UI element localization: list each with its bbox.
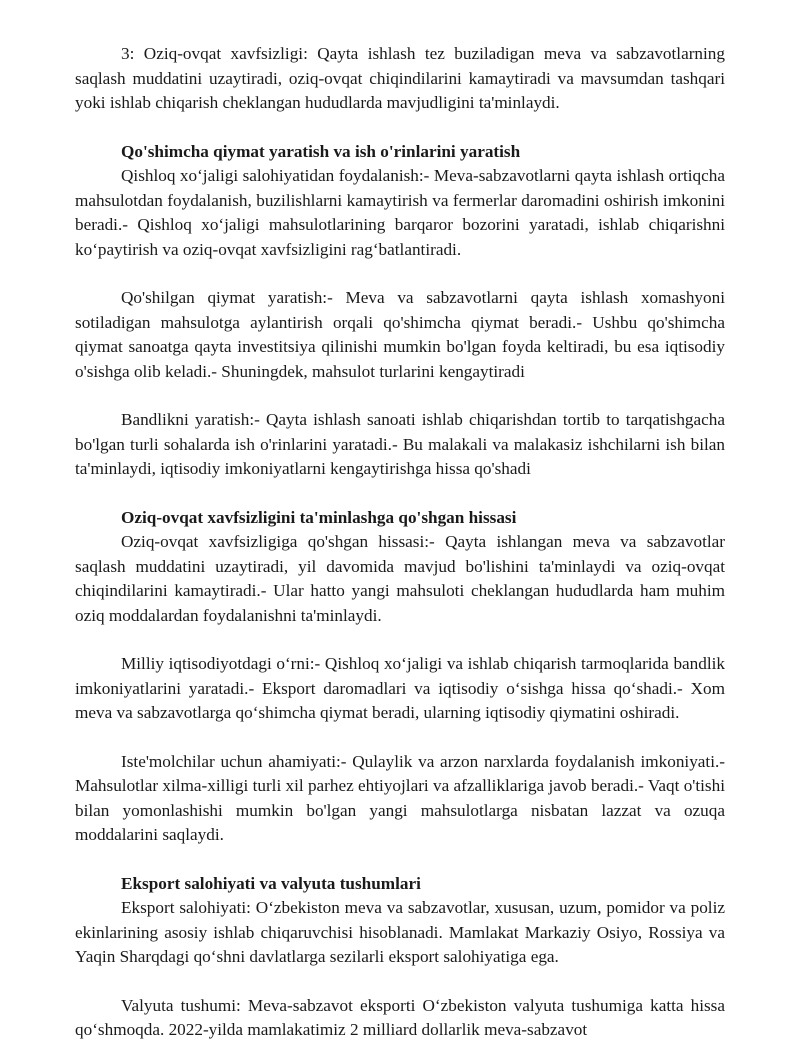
paragraph-currency-earnings: Valyuta tushumi: Meva-sabzavot eksporti O‘zbekiston valyuta tushumiga katta hissa qo‘shmoqda. 2022-yilda mamlakatimiz 2 milliard dollarlik meva-sabzavot [75,995,725,1039]
paragraph-food-security: 3: Oziq-ovqat xavfsizligi: Qayta ishlash tez buziladigan meva va sabzavotlarning saqlash muddatini uzaytiradi, oziq-ovqat chiqindilarini kamaytiradi va mavsumdan tashqari yoki ishlab chiqarish cheklangan hududlarda mavjudligini ta'minlaydi. [75,44,725,112]
heading-export-potential: Eksport salohiyati va valyuta tushumlari [121,873,421,893]
paragraph-national-economy: Milliy iqtisodiyotdagi o‘rni:- Qishloq xo‘jaligi va ishlab chiqarish tarmoqlarida bandlik imkoniyatlarini yaratadi.- Eksport daromadlari va iqtisodiy o‘sishga hissa qo‘shadi.- Xom meva va sabzavotlarga qo‘shimcha qiymat beradi, ularning iqtisodiy qiymatini oshiradi. [75,654,725,722]
paragraph-food-security-contribution: Oziq-ovqat xavfsizligiga qo'shgan hissasi:- Qayta ishlangan meva va sabzavotlar saqlash muddatini uzaytiradi, yil davomida mavjud bo'lishini ta'minlaydi va oziq-ovqat chiqindilarini kamaytiradi.- Ular hatto yangi mahsuloti cheklangan hududlarda ham muhim oziq moddalardan foydalanishni ta'minlaydi. [75,532,725,625]
paragraph-agricultural-potential: Qishloq xo‘jaligi salohiyatidan foydalanish:- Meva-sabzavotlarni qayta ishlash ortiqcha mahsulotdan foydalanish, buzilishlarni kamaytirish va fermerlar daromadini oshirish imkonini beradi.- Qishloq xo‘jaligi mahsulotlarining barqaror bozorini yaratadi, ishlab chiqarishni ko‘paytirish va oziq-ovqat xavfsizligini rag‘batlantiradi. [75,166,725,259]
heading-food-security-contribution: Oziq-ovqat xavfsizligini ta'minlashga qo'shgan hissasi [121,507,517,527]
heading-value-added-jobs: Qo'shimcha qiymat yaratish va ish o'rinlarini yaratish [121,141,521,161]
paragraph-employment: Bandlikni yaratish:- Qayta ishlash sanoati ishlab chiqarishdan tortib to tarqatishgacha bo'lgan turli sohalarda ish o'rinlarini yaratadi.- Bu malakali va malakasiz ishchilarni ish bilan ta'minlaydi, iqtisodiy imkoniyatlarni kengaytirishga hissa qo'shadi [75,410,725,478]
paragraph-consumer-importance: Iste'molchilar uchun ahamiyati:- Qulaylik va arzon narxlarda foydalanish imkoniyati.- Mahsulotlar xilma-xilligi turli xil parhez ehtiyojlari va afzalliklariga javob beradi.- Vaqt o'tishi bilan yomonlashishi mumkin bo'lgan yangi mahsulotlarga nisbatan lazzat va ozuqa moddalarini saqlaydi. [75,751,725,844]
paragraph-export-potential: Eksport salohiyati: O‘zbekiston meva va sabzavotlar, xususan, uzum, pomidor va poliz ekinlarining asosiy ishlab chiqaruvchisi hisoblanadi. Mamlakat Markaziy Osiyo, Rossiya va Yaqin Sharqdagi qo‘shni davlatlarga sezilarli eksport salohiyatiga ega. [75,898,725,966]
document-page [75,42,725,1043]
paragraph-value-added: Qo'shilgan qiymat yaratish:- Meva va sabzavotlarni qayta ishlash xomashyoni sotiladigan mahsulotga aylantirish orqali qo'shimcha qiymat beradi.- Ushbu qo'shimcha qiymat sanoatga qayta investitsiya qilinishi mumkin bo'lgan foyda keltiradi, bu esa iqtisodiy o'sishga olib keladi.- Shuningdek, mahsulot turlarini kengaytiradi [75,288,725,381]
